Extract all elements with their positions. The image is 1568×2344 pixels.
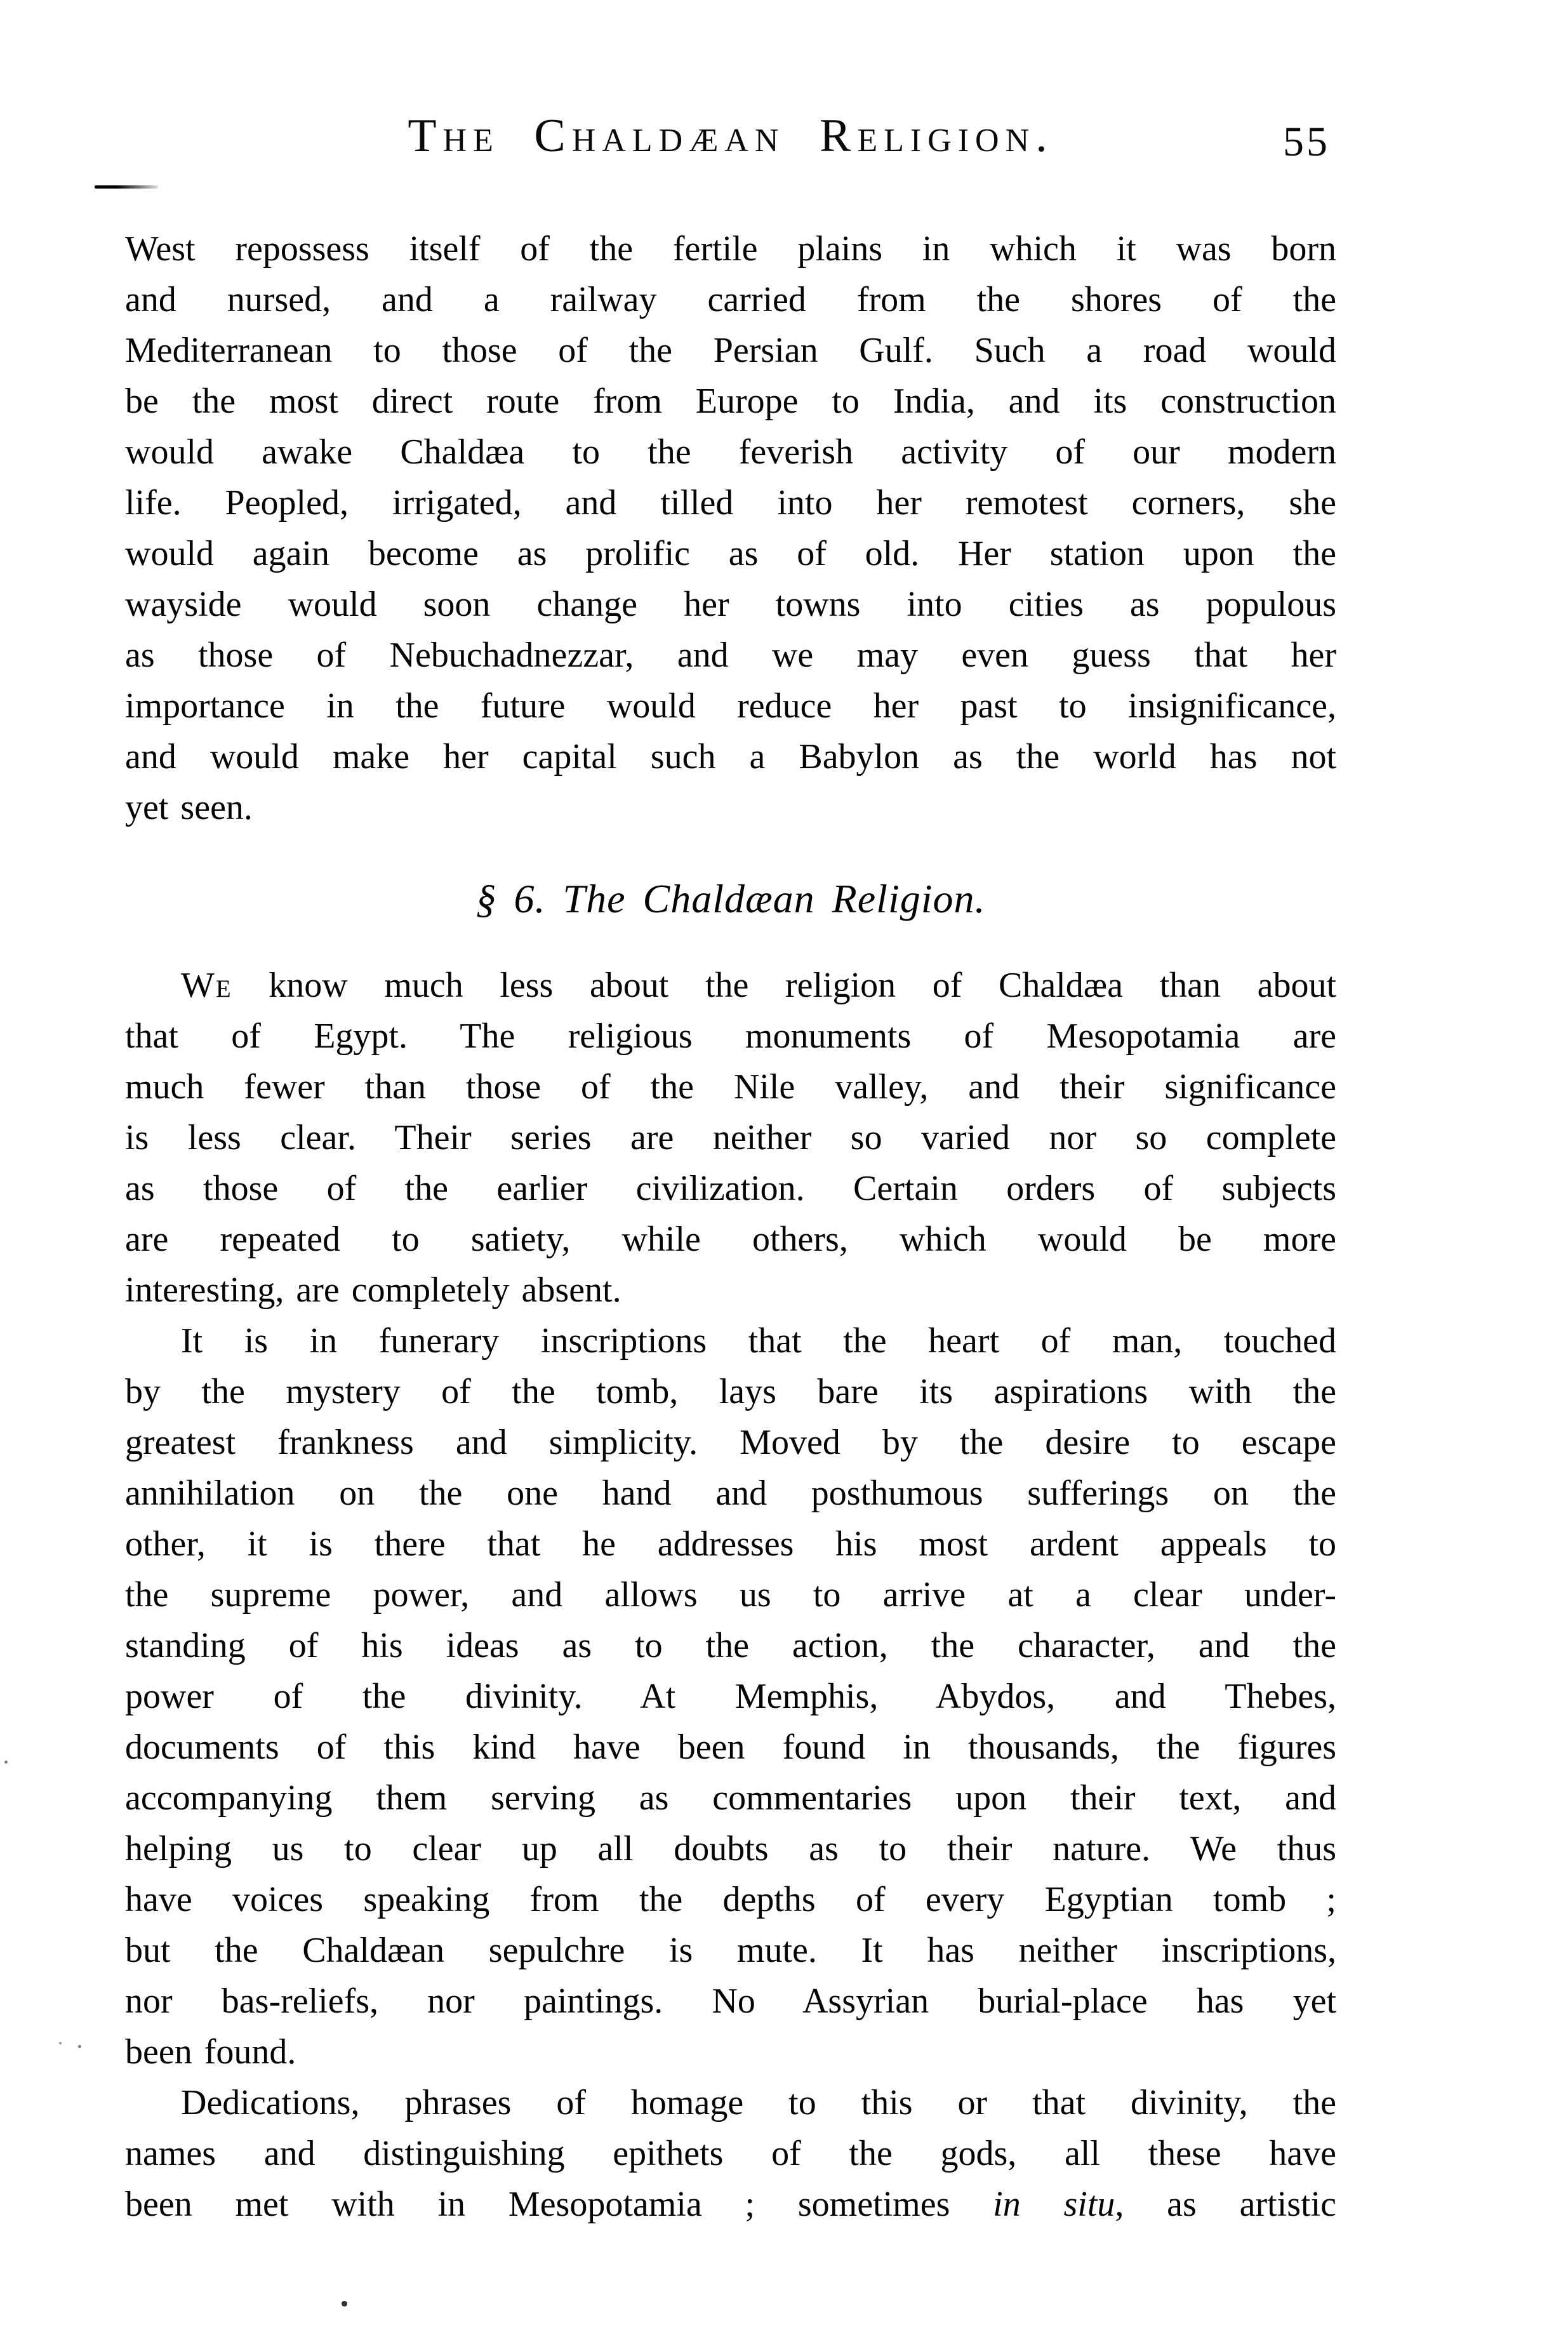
text-line: power of the divinity. At Memphis, Abydos, and Thebes, bbox=[125, 1677, 1336, 1716]
text-line: is less clear. Their series are neither so varied nor so complete bbox=[125, 1118, 1336, 1157]
text-line: would awake Chaldæa to the feverish activity of our modern bbox=[125, 432, 1336, 472]
text-line bbox=[125, 960, 1336, 1011]
text-line: other, it is there that he addresses his most ardent appeals to bbox=[125, 1524, 1336, 1564]
scan-speck bbox=[342, 2301, 347, 2307]
text-line: be the most direct route from Europe to India, and its construction bbox=[125, 382, 1336, 421]
scan-speck bbox=[78, 2045, 81, 2048]
text-line: documents of this kind have been found in thousands, the figures bbox=[125, 1728, 1336, 1767]
text-line: the supreme power, and allows us to arrive at a clear under- bbox=[125, 1575, 1336, 1615]
text-line: accompanying them serving as commentaries upon their text, and bbox=[125, 1778, 1336, 1818]
scan-speck bbox=[4, 1761, 8, 1764]
text-line: would again become as prolific as of old. Her station upon the bbox=[125, 534, 1336, 573]
smallcaps-text: We bbox=[181, 966, 232, 1005]
paragraph bbox=[125, 960, 1336, 1315]
text-line: helping us to clear up all doubts as to their nature. We thus bbox=[125, 1829, 1336, 1868]
scan-speck bbox=[59, 2042, 62, 2044]
page-number: 55 bbox=[1283, 119, 1330, 165]
paragraph bbox=[125, 1315, 1336, 2077]
text-segment: know much less about the religion of Chaldæa than about bbox=[232, 966, 1336, 1005]
text-line: West repossess itself of the fertile plains in which it was born bbox=[125, 229, 1336, 269]
text-segment: been met with in Mesopotamia ; sometimes bbox=[125, 2185, 993, 2224]
text-line: names and distinguishing epithets of the gods, all these have bbox=[125, 2134, 1336, 2173]
running-title: The Chaldæan Religion. bbox=[408, 110, 1054, 162]
text-line: importance in the future would reduce her past to insignificance, bbox=[125, 686, 1336, 726]
paragraph bbox=[125, 2077, 1336, 2230]
text-line: but the Chaldæan sepulchre is mute. It has neither inscriptions, bbox=[125, 1931, 1336, 1970]
text-line: have voices speaking from the depths of every Egyptian tomb ; bbox=[125, 1880, 1336, 1919]
text-line: greatest frankness and simplicity. Moved by the desire to escape bbox=[125, 1423, 1336, 1462]
italic-text: in situ bbox=[993, 2185, 1115, 2224]
section-heading: § 6. The Chaldæan Religion. bbox=[475, 876, 986, 921]
text-block bbox=[125, 223, 1336, 2230]
text-line: wayside would soon change her towns into cities as populous bbox=[125, 585, 1336, 624]
text-line: been found. bbox=[125, 2032, 296, 2072]
text-line: yet seen. bbox=[125, 788, 253, 827]
text-line: nor bas-reliefs, nor paintings. No Assyrian burial-place has yet bbox=[125, 1981, 1336, 2021]
text-line: Dedications, phrases of homage to this or that divinity, the bbox=[181, 2083, 1336, 2122]
text-line: Mediterranean to those of the Persian Gulf. Such a road would bbox=[125, 331, 1336, 370]
text-line: and nursed, and a railway carried from the shores of the bbox=[125, 280, 1336, 319]
text-line: as those of Nebuchadnezzar, and we may even guess that her bbox=[125, 636, 1336, 675]
text-line: by the mystery of the tomb, lays bare its aspirations with the bbox=[125, 1372, 1336, 1411]
text-line: and would make her capital such a Babylon as the world has not bbox=[125, 737, 1336, 776]
text-line: that of Egypt. The religious monuments of Mesopotamia are bbox=[125, 1016, 1336, 1056]
text-segment: , as artistic bbox=[1115, 2185, 1336, 2224]
header-rule bbox=[95, 185, 158, 189]
paragraph bbox=[125, 223, 1336, 833]
text-line: interesting, are completely absent. bbox=[125, 1270, 621, 1310]
text-line: annihilation on the one hand and posthumous sufferings on the bbox=[125, 1474, 1336, 1513]
text-line: much fewer than those of the Nile valley, and their significance bbox=[125, 1067, 1336, 1107]
text-line: as those of the earlier civilization. Certain orders of subjects bbox=[125, 1169, 1336, 1208]
text-line: are repeated to satiety, while others, which would be more bbox=[125, 1220, 1336, 1259]
text-line bbox=[125, 2179, 1336, 2230]
text-line: standing of his ideas as to the action, the character, and the bbox=[125, 1626, 1336, 1665]
text-line: It is in funerary inscriptions that the heart of man, touched bbox=[181, 1321, 1336, 1361]
text-line: life. Peopled, irrigated, and tilled into her remotest corners, she bbox=[125, 483, 1336, 523]
